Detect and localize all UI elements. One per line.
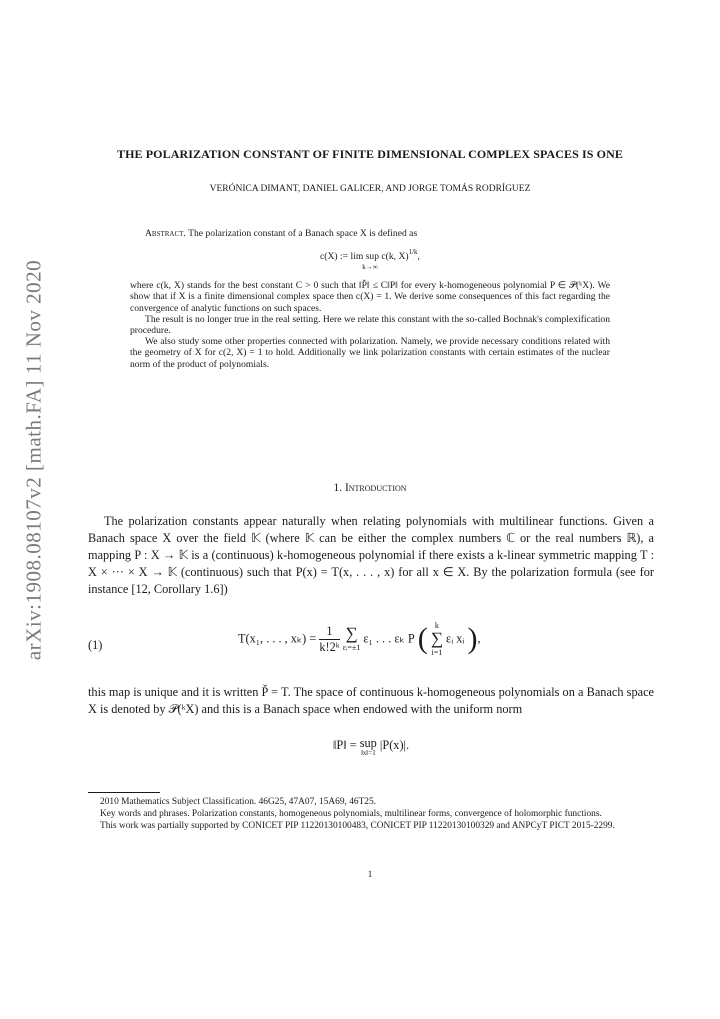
eq-inner-bottom: i=1 — [431, 648, 443, 657]
footnote-funding: This work was partially supported by CONICET PIP 11220130100483, CONICET PIP 11220130100329 and ANPCyT PICT 2015-2299. — [100, 821, 615, 831]
eq-inner-term: εᵢ xᵢ — [446, 631, 465, 646]
footnote-msc: 2010 Mathematics Subject Classification. 46G25, 47A07, 15A69, 46T25. — [100, 797, 377, 807]
abstract-lead: The polarization constant of a Banach space X is defined as — [188, 228, 418, 239]
abstract-paragraph-1 — [130, 228, 610, 239]
abstract — [130, 228, 610, 370]
section-number: 1. — [333, 482, 343, 494]
equation-number: (1) — [88, 638, 103, 652]
equation-1 — [88, 620, 654, 670]
eq-middle: ε₁ . . . εₖ P — [363, 631, 415, 646]
eq-fraction — [319, 624, 339, 655]
arxiv-watermark — [14, 259, 54, 661]
abstract-paragraph-3: We also study some other properties connected with polarization. Namely, we provide necessary conditions related with the geometry of X for c(2, X) = 1 to hold. Additionally we link polarization constants with certain estimates of the nuclear norm of the product of polynomials. — [130, 336, 610, 370]
body-text-1 — [88, 513, 654, 598]
paper-title: THE POLARIZATION CONSTANT OF FINITE DIMENSIONAL COMPLEX SPACES IS ONE — [117, 147, 623, 161]
section-title: Introduction — [344, 482, 407, 494]
page-number: 1 — [367, 869, 373, 879]
norm-rhs: |P(x)|. — [379, 738, 410, 752]
eq-sum: ∑ εᵢ=±1 — [342, 623, 361, 652]
formula-subscript: k→∞ — [362, 263, 378, 272]
norm-sup-operator — [360, 738, 377, 757]
eq-frac-num: 1 — [319, 624, 339, 640]
arxiv-id: arXiv:1908.08107v2 [math.FA] 11 Nov 2020 — [21, 259, 46, 661]
eq-lhs: T(x₁, . . . , xₖ) = — [238, 631, 317, 646]
footnote-keywords: Key words and phrases. Polarization constants, homogeneous polynomials, multilinear forms, convergence of holomorphic functions. — [100, 809, 602, 819]
abstract-heading: Abstract. — [145, 228, 186, 239]
uniform-norm-formula — [88, 738, 654, 757]
section-heading — [60, 482, 680, 494]
abstract-paragraph-1-rest: where c(k, X) stands for the best constant C > 0 such that ‖P̌‖ ≤ C‖P‖ for every k-homogeneous polynomial P ∈ 𝒫(ᵏX). We show that if X is a finite dimensional complex space then c(X) = 1. We derive some consequences of this fact regarding the convergence of analytic functions on such spaces. — [130, 280, 610, 314]
intro-paragraph-2: this map is unique and it is written P̌ = T. The space of continuous k-homogeneous polynomials on a Banach space X is denoted by 𝒫(ᵏX) and this is a Banach space when endowed with the uniform norm — [88, 685, 654, 716]
footnotes — [88, 796, 654, 832]
abstract-formula: c(X) := lim sup c(k, X)$^{1/k}$, k→∞ — [130, 246, 610, 271]
norm-sup: sup — [359, 736, 377, 750]
eq-inner-sum: k ∑ i=1 — [430, 621, 443, 657]
equation-expression: T(x₁, . . . , xₖ) = $\frac{1}{\text{k!2ᵏ}}$ ∑ εᵢ=±1 ε₁ . . . εₖ P ( k ∑ i=1 εᵢ xᵢ ), — [238, 621, 481, 657]
footnote-rule — [88, 792, 160, 793]
paper-authors: VERÓNICA DIMANT, DANIEL GALICER, AND JORGE TOMÁS RODRÍGUEZ — [209, 184, 531, 194]
eq-inner-top: k — [434, 621, 439, 630]
eq-sum-limit: εᵢ=±1 — [342, 642, 361, 652]
formula-exponent: 1/k — [408, 248, 418, 257]
norm-lhs: ‖P‖ = — [332, 738, 357, 752]
body-text-2 — [88, 684, 654, 718]
eq-frac-den: k!2ᵏ — [319, 639, 340, 654]
intro-paragraph-1: The polarization constants appear naturally when relating polynomials with multilinear functions. Given a Banach space X over the field 𝕂 (where 𝕂 can be either the complex numbers ℂ or the real numbers ℝ), a mapping P : X → 𝕂 is a (continuous) k-homogeneous polynomial if there exists a k-linear symmetric mapping T : X × ··· × X → 𝕂 (continuous) such that P(x) = T(x, . . . , x) for all x ∈ X. By the polarization formula (see for instance [12, Corollary 1.6]) — [88, 514, 654, 596]
formula-lhs: c(X) := lim sup c(k, X) — [320, 251, 409, 263]
norm-sub: ‖x‖=1 — [360, 749, 376, 757]
abstract-paragraph-2: The result is no longer true in the real setting. Here we relate this constant with the so-called Bochnak's complexification procedure. — [130, 313, 610, 337]
